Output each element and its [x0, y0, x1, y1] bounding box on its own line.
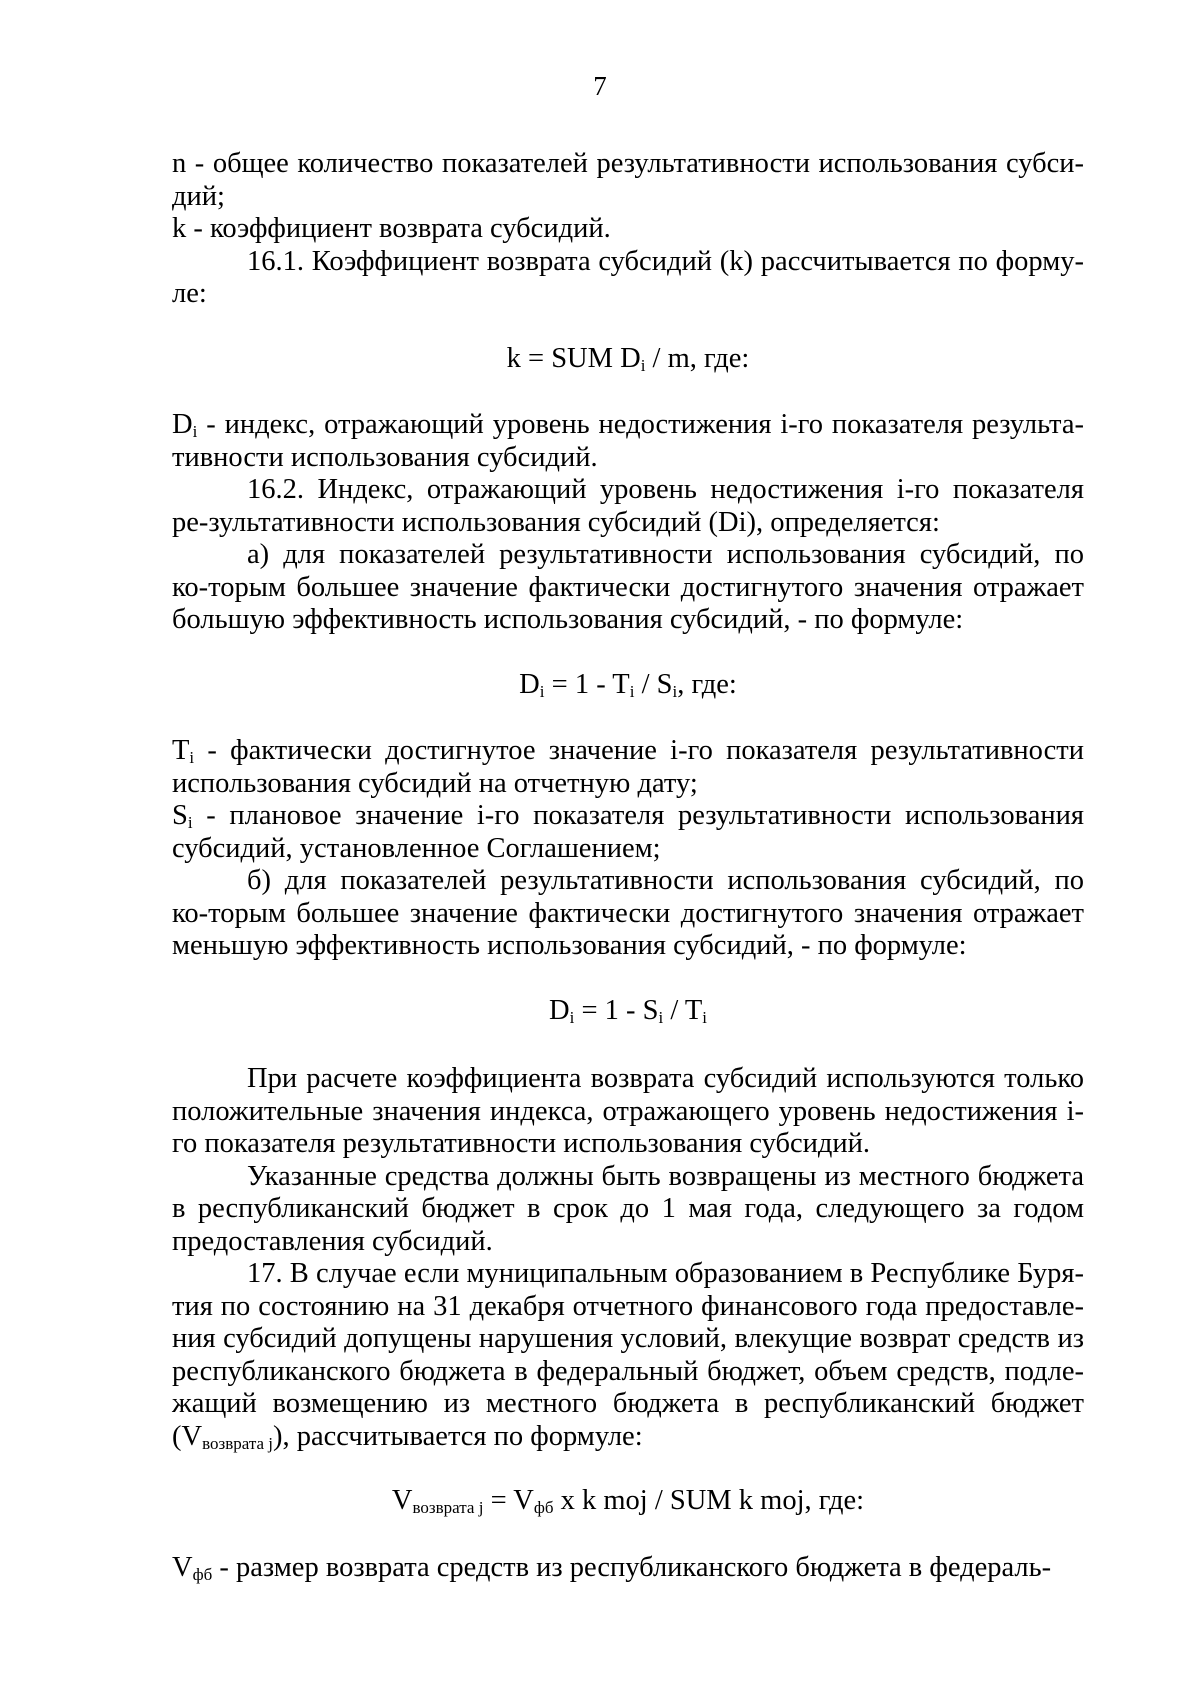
formula-v-return: $V_{возврата j} = V_{фб}$ x k moj / SUM k moj, где:	[391, 1485, 865, 1517]
formula-k: k = SUM $D_i$ / m, где:	[506, 342, 750, 375]
formula-di-b: $D_i = 1 - S_i / T_i$	[548, 994, 708, 1027]
paragraph-positive-values: При расчете коэффициента возврата субсидий используются только положительные значения индекса, отражающего уровень недостижения i-го показателя результативности использования субсидий.	[172, 1063, 1084, 1159]
paragraph-case-b: б) для показателей результативности использования субсидий, по ко-торым большее значение фактически достигнутого значения отражает меньшую эффективность использования субсидий, - по формуле:	[172, 865, 1084, 961]
paragraph-return-deadline: Указанные средства должны быть возвращены из местного бюджета в республиканский бюджет в срок до 1 мая года, следующего за годом предоставления субсидий.	[172, 1160, 1084, 1257]
paragraph-16-2: 16.2. Индекс, отражающий уровень недостижения i-го показателя ре-зультативности использования субсидий (Di), определяется:	[172, 474, 1084, 538]
paragraph-vfb-definition: $V_{фб}$ - размер возврата средств из республиканского бюджета в федераль-	[172, 1551, 1052, 1584]
page-number: 7	[593, 71, 607, 101]
paragraph-ti-definition: $T_i$ - фактически достигнутое значение i-го показателя результативности использования субсидий на отчетную дату;	[172, 735, 1084, 799]
document-body	[172, 148, 1084, 1584]
paragraph-16-1: 16.1. Коэффициент возврата субсидий (k) рассчитывается по форму-ле:	[172, 245, 1084, 309]
paragraph-si-definition: $S_i$ - плановое значение i-го показателя результативности использования субсидий, установленное Соглашением;	[172, 800, 1084, 864]
paragraph-di-definition: $D_i$ - индекс, отражающий уровень недостижения i-го показателя результа-тивности использования субсидий.	[172, 409, 1084, 473]
paragraph-k-definition: k - коэффициент возврата субсидий.	[172, 213, 611, 244]
paragraph-17: 17. В случае если муниципальным образованием в Республике Буря-тия по состоянию на 31 декабря отчетного финансового года предоставле-ния субсидий допущены нарушения условий, влекущие возврат средств из республиканского бюджета в федеральный бюджет, объем средств, подле-жащий возмещению из местного бюджета в республиканский бюджет $(V_{возврата j})$, рассчитывается по формуле:	[172, 1258, 1084, 1453]
paragraph-case-a: а) для показателей результативности использования субсидий, по ко-торым большее значение фактически достигнутого значения отражает большую эффективность использования субсидий, - по формуле:	[172, 539, 1084, 635]
paragraph-n-definition: n - общее количество показателей результативности использования субси-дий;	[172, 148, 1084, 212]
formula-di-a: $D_i = 1 - T_i / S_i$, где:	[519, 668, 737, 701]
